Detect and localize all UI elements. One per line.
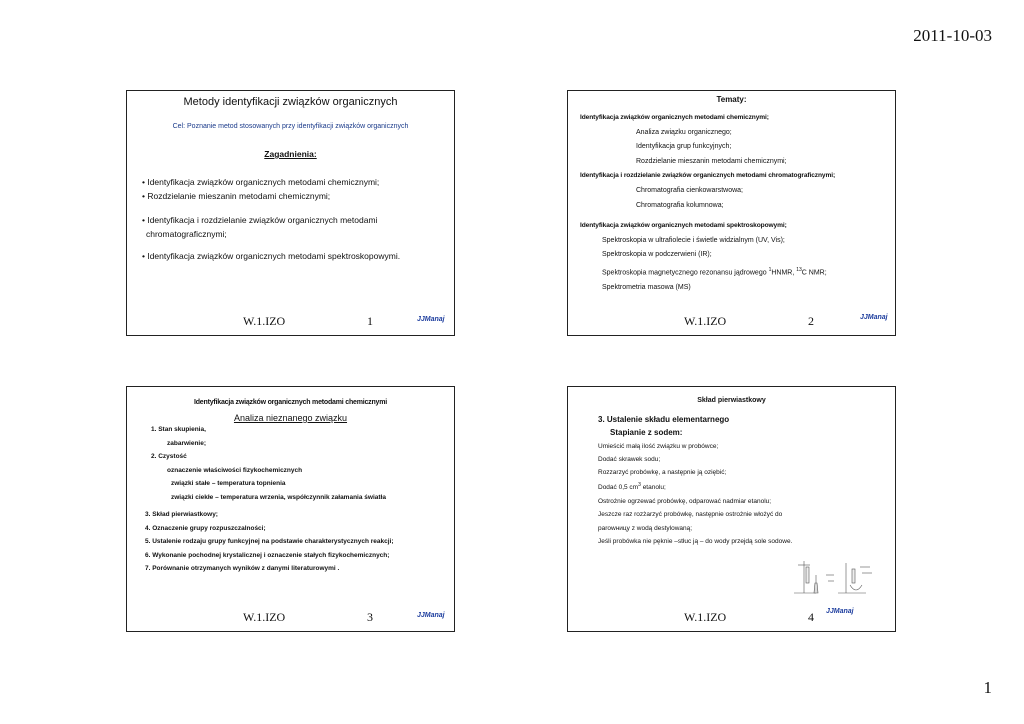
header-date: 2011-10-03 (913, 26, 992, 45)
list-item: Dodać skrawek sodu; (598, 455, 661, 463)
list-item (580, 263, 892, 281)
list-item: zabarwienie; (167, 439, 207, 447)
topic-heading: Identyfikacja i rozdzielanie związków organicznych metodami chromatograficznymi; (580, 172, 836, 180)
slide-1 (126, 90, 455, 336)
step-heading: 3. Ustalenie składu elementarnego (598, 415, 730, 424)
list-item: Spektroskopia w podczerwieni (IR); (602, 251, 712, 259)
topic-heading: Identyfikacja związków organicznych metodami chemicznymi; (580, 114, 769, 121)
nmr-superscript: 1 (768, 266, 772, 273)
list-item: • Rozdzielanie mieszanin metodami chemicznymi; (142, 191, 331, 201)
list-item: Chromatografia kolumnowa; (636, 201, 724, 209)
list-item: Rozzarzyć probówkę, a następnie ją oziębić; (598, 469, 727, 477)
nmr-text: HNMR, (771, 269, 797, 277)
slide-body (580, 111, 892, 295)
footer-author: JJManaj (417, 612, 445, 619)
ethanol-superscript: 3 (638, 482, 641, 489)
footer-code: W.1.IZO (684, 610, 727, 624)
footer-author: JJManaj (417, 316, 445, 323)
list-item: Analiza związku organicznego; (636, 128, 732, 136)
nmr-superscript: 13 (796, 266, 802, 273)
slide-subtitle: Analiza nieznanego związku (233, 413, 348, 423)
list-item: 2. Czystość (151, 453, 187, 460)
slide-3 (126, 386, 455, 632)
ethanol-text: etanolu; (640, 484, 666, 492)
footer-author: JJManaj (860, 314, 888, 321)
list-item: • Identyfikacja związków organicznych metodami spektroskopowymi. (142, 251, 401, 261)
footer-slide-number: 1 (367, 314, 373, 328)
slide-body (598, 413, 888, 548)
list-item: związki stałe – temperatura topnienia (171, 480, 286, 487)
list-item: 4. Oznaczenie grupy rozpuszczalności; (145, 524, 266, 532)
footer-slide-number: 2 (808, 314, 814, 328)
page-number: 1 (983, 678, 992, 697)
list-item: 3. Skład pierwiastkowy; (145, 511, 218, 518)
footer-author: JJManaj (826, 608, 854, 615)
nmr-text: Spektroskopia magnetycznego rezonansu jądrowego (602, 269, 769, 277)
list-item: Chromatografia cienkowarstwowa; (636, 186, 743, 194)
nmr-text: C NMR; (801, 269, 827, 277)
list-item: Identyfikacja grup funkcyjnych; (636, 143, 732, 151)
ethanol-text: Dodać 0,5 cm (598, 484, 639, 492)
list-item: 7. Porównanie otrzymanych wyników z danymi literaturowymi . (145, 565, 340, 572)
slide-title: Tematy: (716, 95, 747, 104)
slide-2 (567, 90, 896, 336)
slide-body (145, 423, 445, 576)
footer-code: W.1.IZO (243, 314, 286, 328)
footer-code: W.1.IZO (243, 610, 286, 624)
list-item: Rozdzielanie mieszanin metodami chemicznymi; (636, 157, 787, 165)
list-item: Ostrożnie ogrzewać probówkę, odparować nadmiar etanolu; (598, 497, 772, 505)
footer-slide-number: 3 (367, 610, 373, 624)
list-item: Spektrometria masowa (MS) (602, 283, 691, 291)
list-item: oznaczenie właściwości fizykochemicznych (167, 466, 303, 474)
slide-goal: Cel: Poznanie metod stosowanych przy identyfikacji związków organicznych (172, 123, 409, 130)
list-item (598, 479, 888, 494)
lab-apparatus-illustration (786, 555, 876, 597)
list-item: 6. Wykonanie pochodnej krystalicznej i oznaczenie stałych fizykochemicznych; (145, 551, 390, 559)
list-item: 1. Stan skupienia, (151, 426, 206, 433)
list-item: 5. Ustalenie rodzaju grupy funkcyjnej na podstawie charakterystycznych reakcji; (145, 538, 394, 545)
list-item: Jeszcze raz rozżarzyć probówkę, następnie ostrożnie włożyć do (598, 511, 783, 519)
list-item: związki ciekłe – temperatura wrzenia, współczynnik załamania światła (171, 493, 386, 501)
slide-title: Identyfikacja związków organicznych metodami chemicznymi (193, 399, 388, 406)
substep-heading: Stapianie z sodem: (610, 428, 683, 438)
slide-title: Metody identyfikacji związków organicznych (183, 96, 398, 108)
slide-4 (567, 386, 896, 632)
slide-title: Skład pierwiastkowy (697, 397, 766, 404)
list-item: Jeśli probówka nie pęknie –stłuc ją – do wody przejdą sole sodowe. (598, 537, 793, 545)
list-item: chromatograficznymi; (146, 229, 227, 239)
list-item: Umieścić małą ilość związku w probówce; (598, 442, 719, 450)
footer-slide-number: 4 (808, 610, 814, 624)
list-item: • Identyfikacja związków organicznych metodami chemicznymi; (142, 177, 380, 187)
list-item: parowницy z wodą destylowaną; (598, 524, 693, 532)
topics-heading: Zagadnienia: (264, 149, 317, 159)
topics-list (142, 175, 452, 263)
list-item: • Identyfikacja i rozdzielanie związków organicznych metodami (142, 215, 378, 225)
topic-heading: Identyfikacja związków organicznych metodami spektroskopowymi; (580, 222, 787, 230)
footer-code: W.1.IZO (684, 314, 727, 328)
list-item: Spektroskopia w ultrafiolecie i świetle widzialnym (UV, Vis); (602, 236, 785, 244)
